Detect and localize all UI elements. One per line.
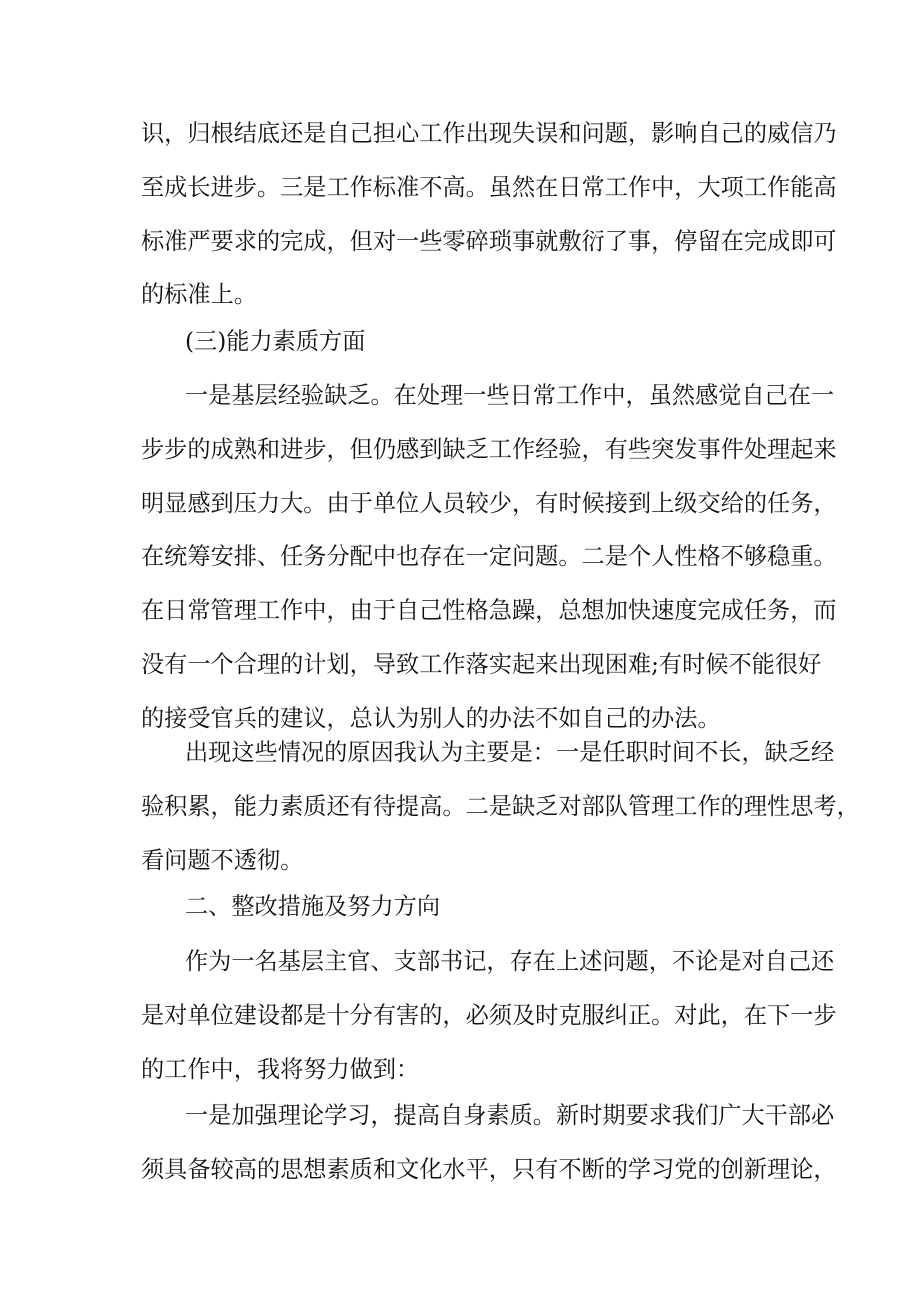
paragraph-line: 识，归根结底还是自己担心工作出现失误和问题，影响自己的威信乃 — [141, 120, 837, 147]
paragraph-line: 在统筹安排、任务分配中也存在一定问题。二是个人性格不够稳重。 — [141, 543, 837, 571]
paragraph-line: 的工作中，我将努力做到： — [141, 1055, 420, 1083]
paragraph-line: 步步的成熟和进步，但仍感到缺乏工作经验，有些突发事件处理起来 — [141, 435, 837, 463]
paragraph-experience — [141, 369, 837, 746]
paragraph-line: 一是加强理论学习，提高自身素质。新时期要求我们广大干部必 — [185, 1102, 835, 1129]
paragraph-line: 验积累，能力素质还有待提高。二是缺乏对部队管理工作的理性思考， — [141, 792, 860, 820]
paragraph-line: 作为一名基层主官、支部书记，存在上述问题，不论是对自己还 — [185, 948, 835, 975]
paragraph-line: 须具备较高的思想素质和文化水平，只有不断的学习党的创新理论， — [141, 1155, 837, 1183]
paragraph-standards — [141, 107, 837, 322]
paragraph-reasons — [141, 726, 860, 887]
paragraph-line: 至成长进步。三是工作标准不高。虽然在日常工作中，大项工作能高 — [141, 173, 837, 201]
section-heading-ability — [141, 315, 796, 369]
section-heading: (三)能力素质方面 — [185, 328, 366, 355]
paragraph-line: 标准严要求的完成，但对一些零碎琐事就敷衍了事，停留在完成即可 — [141, 227, 837, 255]
paragraph-study — [141, 1089, 837, 1197]
paragraph-line: 一是基层经验缺乏。在处理一些日常工作中，虽然感觉自己在一 — [185, 382, 835, 409]
paragraph-line: 看问题不透彻。 — [141, 846, 304, 874]
paragraph-line: 在日常管理工作中，由于自己性格急躁，总想加快速度完成任务，而 — [141, 597, 837, 625]
paragraph-line: 出现这些情况的原因我认为主要是：一是任职时间不长，缺乏经 — [185, 739, 835, 766]
section-heading-measures — [141, 880, 796, 934]
paragraph-line: 是对单位建设都是十分有害的，必须及时克服纠正。对此，在下一步 — [141, 1001, 837, 1029]
section-heading: 二、整改措施及努力方向 — [185, 893, 441, 920]
paragraph-line: 没有一个合理的计划，导致工作落实起来出现困难;有时候不能很好 — [141, 650, 822, 678]
paragraph-line: 的标准上。 — [141, 281, 257, 309]
paragraph-commitment — [141, 935, 837, 1096]
paragraph-line: 明显感到压力大。由于单位人员较少，有时候接到上级交给的任务， — [141, 489, 837, 517]
paragraph-line: 的接受官兵的建议，总认为别人的办法不如自己的办法。 — [141, 704, 721, 732]
